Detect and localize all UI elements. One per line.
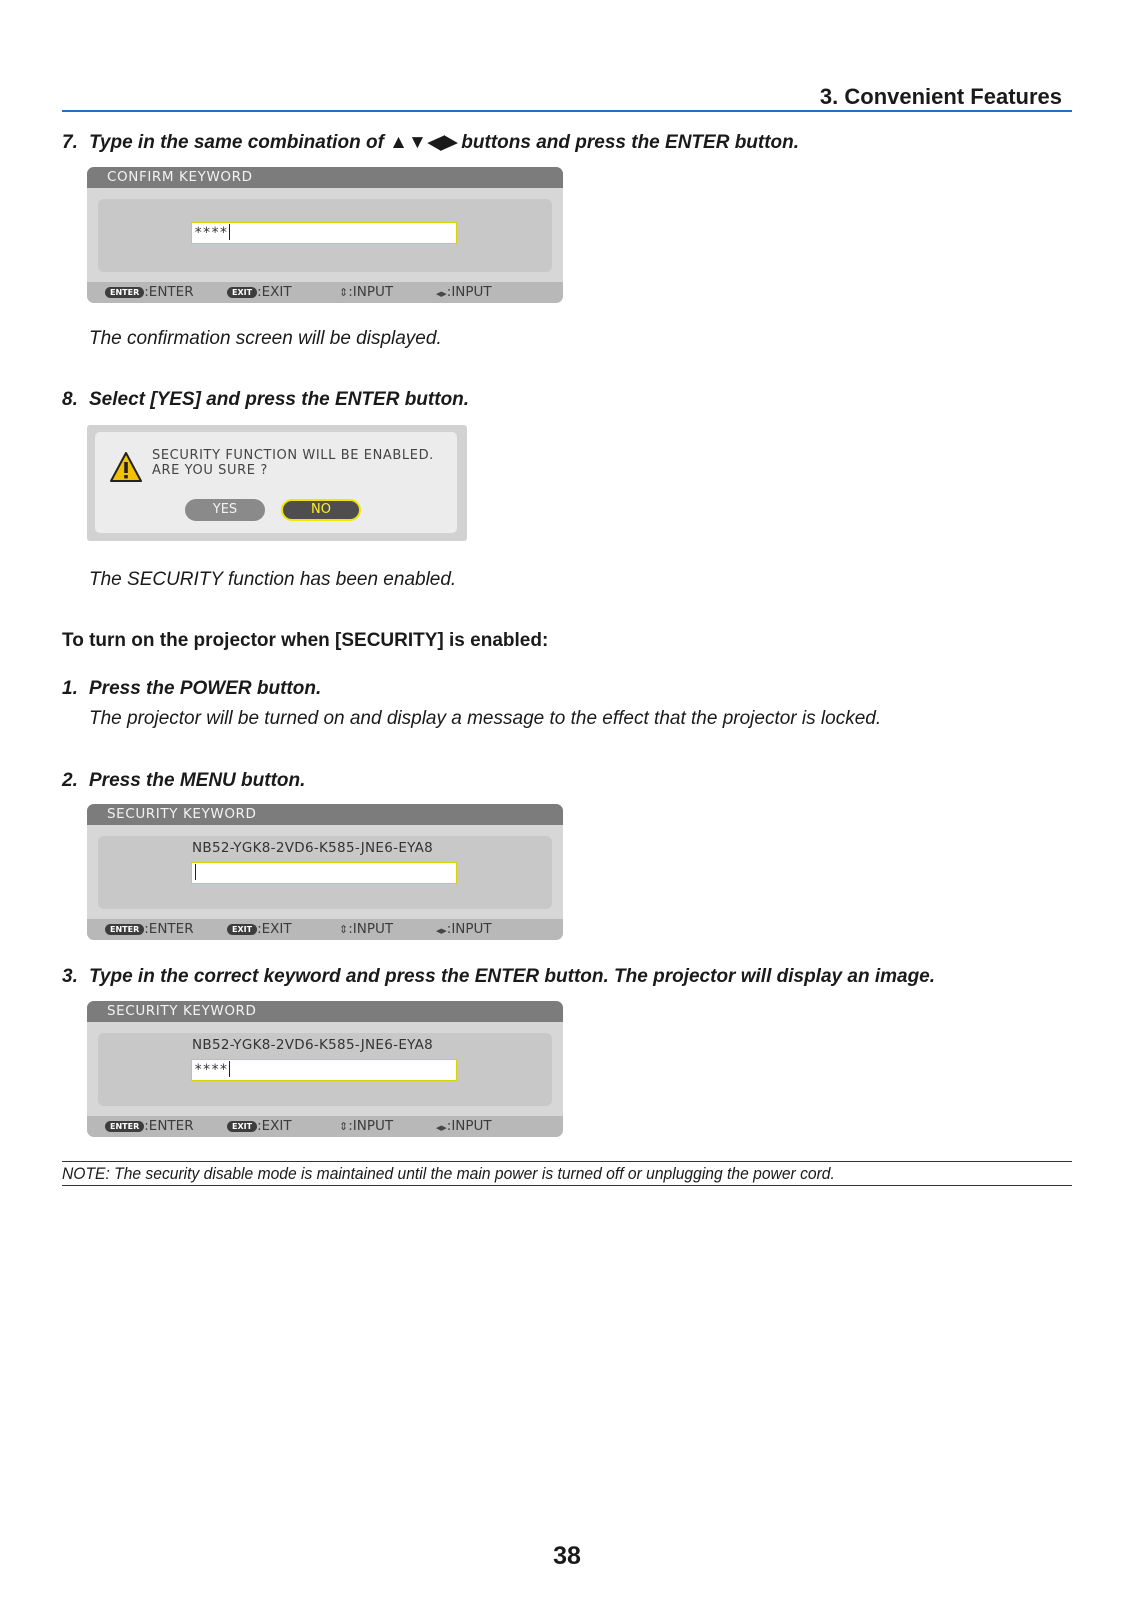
- header-rule: [62, 110, 1072, 112]
- dialog-footer: [87, 919, 563, 940]
- dialog-panel: [98, 199, 552, 272]
- keyword-input[interactable]: [191, 862, 457, 884]
- updown-arrows-icon: ⇕: [339, 286, 349, 299]
- step-text: Type in the same combination of ▲▼◀▶ buttons and press the ENTER button.: [89, 132, 800, 153]
- enter-key-badge: ENTER: [105, 924, 144, 935]
- updown-arrows-icon: ⇕: [339, 1120, 349, 1133]
- keyword-code: NB52-YGK8-2VD6-K585-JNE6-EYA8: [192, 840, 434, 856]
- enabled-note: The SECURITY function has been enabled.: [89, 569, 457, 590]
- no-button[interactable]: NO: [281, 499, 361, 521]
- confirm-panel: [95, 432, 457, 533]
- step-3: [62, 966, 935, 988]
- step-text: Press the POWER button.: [89, 678, 322, 699]
- dialog-title: SECURITY KEYWORD: [87, 1001, 563, 1022]
- security-keyword-dialog-empty: [87, 804, 563, 940]
- dialog-title: SECURITY KEYWORD: [87, 804, 563, 825]
- leftright-input-hint: ◀▶:INPUT: [436, 284, 492, 300]
- step-number: 7.: [62, 132, 78, 153]
- leftright-arrows-icon: ◀▶: [436, 290, 447, 298]
- warning-icon: [109, 451, 143, 483]
- enter-hint: ENTER :ENTER: [105, 282, 194, 303]
- text-caret: [229, 224, 230, 240]
- step-number: 2.: [62, 770, 78, 791]
- text-caret: [229, 1061, 230, 1077]
- enter-hint: ENTER :ENTER: [105, 919, 194, 940]
- dialog-footer: [87, 282, 563, 303]
- step-1: [62, 678, 321, 700]
- dialog-footer: [87, 1116, 563, 1137]
- exit-key-badge: EXIT: [227, 287, 257, 298]
- updown-input-hint: ⇕:INPUT: [339, 1118, 394, 1134]
- confirmation-note: The confirmation screen will be displayed.: [89, 328, 442, 349]
- confirm-keyword-dialog: [87, 167, 563, 303]
- step-number: 1.: [62, 678, 78, 699]
- keyword-input[interactable]: [191, 1059, 457, 1081]
- enter-hint: ENTER :ENTER: [105, 1116, 194, 1137]
- dialog-panel: [98, 1033, 552, 1106]
- exit-key-badge: EXIT: [227, 924, 257, 935]
- updown-input-hint: ⇕:INPUT: [339, 284, 394, 300]
- step-2: [62, 770, 305, 792]
- step-number: 8.: [62, 389, 78, 410]
- exit-hint: EXIT :EXIT: [227, 1116, 292, 1137]
- page-number: 38: [553, 1542, 581, 1570]
- step-8: [62, 389, 469, 411]
- keyword-value: ****: [194, 225, 228, 241]
- exit-hint: EXIT :EXIT: [227, 919, 292, 940]
- exit-key-badge: EXIT: [227, 1121, 257, 1132]
- section-subheading: To turn on the projector when [SECURITY] is enabled:: [62, 630, 549, 651]
- updown-arrows-icon: ⇕: [339, 923, 349, 936]
- security-keyword-dialog-filled: [87, 1001, 563, 1137]
- updown-input-hint: ⇕:INPUT: [339, 921, 394, 937]
- leftright-arrows-icon: ◀▶: [436, 927, 447, 935]
- step-text: Type in the correct keyword and press the ENTER button. The projector will display an image.: [89, 966, 936, 987]
- text-caret: [195, 864, 196, 880]
- security-confirm-dialog: [87, 425, 467, 541]
- note-rule-top: [62, 1161, 1072, 1162]
- dialog-panel: [98, 836, 552, 909]
- note-text: NOTE: The security disable mode is maintained until the main power is turned off or unplugging the power cord.: [62, 1164, 835, 1183]
- section-title: 3. Convenient Features: [819, 84, 1062, 109]
- keyword-input[interactable]: [191, 222, 457, 244]
- keyword-value: ****: [194, 1062, 228, 1078]
- yes-button[interactable]: YES: [185, 499, 265, 521]
- keyword-code: NB52-YGK8-2VD6-K585-JNE6-EYA8: [192, 1037, 434, 1053]
- step-text: Press the MENU button.: [89, 770, 306, 791]
- dialog-title: CONFIRM KEYWORD: [87, 167, 563, 188]
- leftright-input-hint: ◀▶:INPUT: [436, 921, 492, 937]
- exit-hint: EXIT :EXIT: [227, 282, 292, 303]
- confirm-message: SECURITY FUNCTION WILL BE ENABLED. ARE YOU SURE ?: [152, 448, 434, 478]
- step-1-description: The projector will be turned on and display a message to the effect that the projector is locked.: [89, 708, 882, 729]
- step-number: 3.: [62, 966, 78, 987]
- leftright-arrows-icon: ◀▶: [436, 1124, 447, 1132]
- note-rule-bottom: [62, 1185, 1072, 1186]
- enter-key-badge: ENTER: [105, 287, 144, 298]
- step-text: Select [YES] and press the ENTER button.: [89, 389, 470, 410]
- leftright-input-hint: ◀▶:INPUT: [436, 1118, 492, 1134]
- enter-key-badge: ENTER: [105, 1121, 144, 1132]
- step-7: [62, 131, 799, 154]
